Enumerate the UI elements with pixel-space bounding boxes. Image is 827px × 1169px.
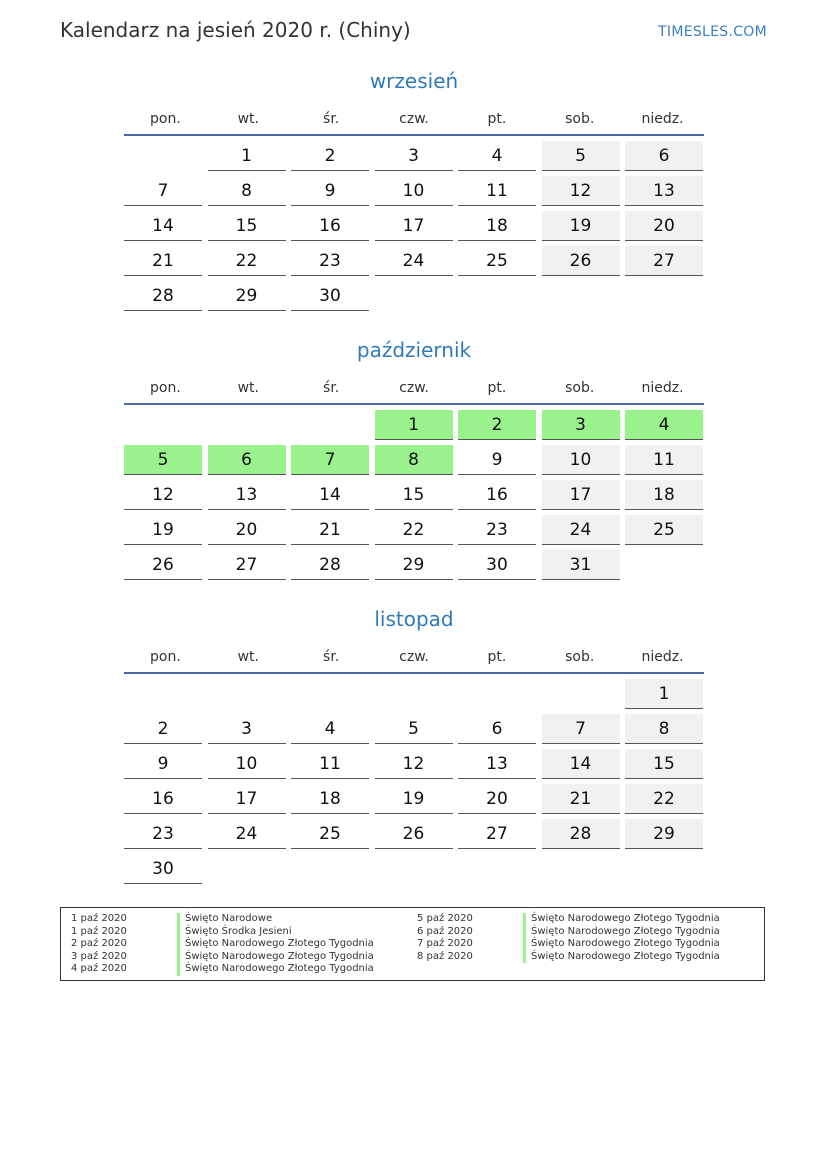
- day-cell[interactable]: 8: [208, 176, 286, 206]
- day-cell[interactable]: 30: [124, 854, 202, 884]
- legend-row: [71, 926, 374, 939]
- day-cell[interactable]: 2: [124, 714, 202, 744]
- day-cell[interactable]: 16: [291, 211, 369, 241]
- weekday-label: czw.: [399, 649, 429, 665]
- legend-row: [417, 913, 720, 926]
- legend-date: 5 paź 2020: [417, 913, 473, 924]
- day-cell[interactable]: 15: [375, 480, 453, 510]
- day-cell[interactable]: 5: [124, 445, 202, 475]
- day-cell[interactable]: 5: [542, 141, 620, 171]
- day-cell[interactable]: 17: [375, 211, 453, 241]
- legend-row: [71, 963, 374, 976]
- day-cell[interactable]: 22: [208, 246, 286, 276]
- legend-holiday-name: Święto Narodowe: [177, 913, 272, 926]
- day-cell[interactable]: 28: [291, 550, 369, 580]
- empty-day-cell: [208, 854, 286, 884]
- day-cell[interactable]: 14: [542, 749, 620, 779]
- day-cell[interactable]: 24: [208, 819, 286, 849]
- legend-date: 2 paź 2020: [71, 938, 127, 950]
- day-cell[interactable]: 10: [208, 749, 286, 779]
- day-cell[interactable]: 12: [375, 749, 453, 779]
- legend-date: 3 paź 2020: [71, 950, 127, 962]
- day-cell[interactable]: 27: [208, 550, 286, 580]
- day-cell[interactable]: 6: [458, 714, 536, 744]
- day-cell[interactable]: 19: [124, 515, 202, 545]
- day-cell[interactable]: 9: [124, 749, 202, 779]
- weekday-label: wt.: [237, 111, 259, 127]
- day-cell[interactable]: 14: [291, 480, 369, 510]
- empty-day-cell: [542, 679, 620, 709]
- day-cell[interactable]: 17: [208, 784, 286, 814]
- day-cell[interactable]: 30: [458, 550, 536, 580]
- day-cell[interactable]: 23: [124, 819, 202, 849]
- day-cell[interactable]: 17: [542, 480, 620, 510]
- day-cell[interactable]: 1: [625, 679, 703, 709]
- day-cell[interactable]: 16: [458, 480, 536, 510]
- day-cell[interactable]: 25: [458, 246, 536, 276]
- day-cell[interactable]: 14: [124, 211, 202, 241]
- empty-day-cell: [124, 141, 202, 171]
- month-september: [124, 70, 704, 311]
- empty-day-cell: [375, 854, 453, 884]
- day-cell[interactable]: 11: [625, 445, 703, 475]
- legend-holiday-name: Święto Narodowego Złotego Tygodnia: [523, 926, 720, 939]
- day-cell[interactable]: 7: [124, 176, 202, 206]
- empty-day-cell: [375, 281, 453, 311]
- legend-row: [417, 938, 720, 951]
- empty-day-cell: [542, 281, 620, 311]
- empty-day-cell: [291, 854, 369, 884]
- weekday-header: [124, 646, 704, 674]
- day-cell[interactable]: 28: [124, 281, 202, 311]
- legend-holiday-name: Święto Narodowego Złotego Tygodnia: [523, 938, 720, 951]
- legend-holiday-name: Święto Środka Jesieni: [177, 926, 292, 939]
- day-cell[interactable]: 28: [542, 819, 620, 849]
- day-cell[interactable]: 3: [208, 714, 286, 744]
- day-cell[interactable]: 9: [291, 176, 369, 206]
- weekday-label: sob.: [565, 649, 595, 665]
- empty-day-cell: [208, 410, 286, 440]
- day-cell[interactable]: 29: [625, 819, 703, 849]
- weekday-label: niedz.: [641, 380, 684, 396]
- day-cell[interactable]: 6: [625, 141, 703, 171]
- day-cell[interactable]: 13: [458, 749, 536, 779]
- weekday-label: sob.: [565, 111, 595, 127]
- day-cell[interactable]: 8: [625, 714, 703, 744]
- day-cell[interactable]: 18: [458, 211, 536, 241]
- empty-day-cell: [291, 410, 369, 440]
- day-cell[interactable]: 20: [458, 784, 536, 814]
- weekday-label: pt.: [487, 111, 507, 127]
- day-cell[interactable]: 24: [375, 246, 453, 276]
- month-title: wrzesień: [369, 69, 459, 93]
- day-cell[interactable]: 11: [291, 749, 369, 779]
- legend-holiday-name: Święto Narodowego Złotego Tygodnia: [177, 938, 374, 951]
- day-cell[interactable]: 4: [458, 141, 536, 171]
- day-cell[interactable]: 16: [124, 784, 202, 814]
- empty-day-cell: [458, 281, 536, 311]
- day-cell[interactable]: 29: [208, 281, 286, 311]
- day-cell[interactable]: 4: [625, 410, 703, 440]
- legend-holiday-name: Święto Narodowego Złotego Tygodnia: [177, 963, 374, 976]
- weekday-label: śr.: [323, 111, 340, 127]
- day-cell[interactable]: 13: [208, 480, 286, 510]
- day-cell[interactable]: 10: [375, 176, 453, 206]
- weekday-label: pon.: [150, 380, 181, 396]
- empty-day-cell: [625, 281, 703, 311]
- day-cell[interactable]: 1: [208, 141, 286, 171]
- month-title: listopad: [374, 607, 454, 631]
- month-october: [124, 339, 704, 580]
- legend-holiday-name: Święto Narodowego Złotego Tygodnia: [177, 951, 374, 964]
- legend-row: [71, 913, 374, 926]
- day-cell[interactable]: 7: [542, 714, 620, 744]
- day-cell[interactable]: 23: [458, 515, 536, 545]
- day-cell[interactable]: 7: [291, 445, 369, 475]
- legend-date: 6 paź 2020: [417, 925, 473, 937]
- weekday-label: pt.: [487, 380, 507, 396]
- day-cell[interactable]: 19: [375, 784, 453, 814]
- weekday-label: śr.: [323, 380, 340, 396]
- site-logo[interactable]: TIMESLES.COM: [658, 24, 767, 40]
- empty-day-cell: [375, 679, 453, 709]
- weekday-label: czw.: [399, 111, 429, 127]
- legend-column-left: [71, 913, 374, 976]
- day-grid: [124, 679, 704, 884]
- month-november: [124, 608, 704, 884]
- legend-date: 1 paź 2020: [71, 925, 127, 937]
- page-title: Kalendarz na jesień 2020 r. (Chiny): [60, 18, 411, 42]
- day-cell[interactable]: 5: [375, 714, 453, 744]
- weekday-label: pon.: [150, 649, 181, 665]
- weekday-label: sob.: [565, 380, 595, 396]
- day-cell[interactable]: 29: [375, 550, 453, 580]
- empty-day-cell: [124, 679, 202, 709]
- weekday-label: czw.: [399, 380, 429, 396]
- day-cell[interactable]: 21: [291, 515, 369, 545]
- day-cell[interactable]: 10: [542, 445, 620, 475]
- day-cell[interactable]: 26: [375, 819, 453, 849]
- weekday-label: wt.: [237, 380, 259, 396]
- legend-date: 4 paź 2020: [71, 963, 127, 975]
- day-cell[interactable]: 23: [291, 246, 369, 276]
- day-cell[interactable]: 13: [625, 176, 703, 206]
- empty-day-cell: [625, 550, 703, 580]
- day-cell[interactable]: 8: [375, 445, 453, 475]
- day-cell[interactable]: 30: [291, 281, 369, 311]
- day-cell[interactable]: 27: [458, 819, 536, 849]
- weekday-label: wt.: [237, 649, 259, 665]
- day-cell[interactable]: 19: [542, 211, 620, 241]
- day-cell[interactable]: 24: [542, 515, 620, 545]
- holiday-legend: [60, 907, 765, 981]
- legend-row: [417, 926, 720, 939]
- weekday-label: pt.: [487, 649, 507, 665]
- day-cell[interactable]: 3: [375, 141, 453, 171]
- month-title: październik: [356, 338, 472, 362]
- day-cell[interactable]: 25: [625, 515, 703, 545]
- legend-column-right: [417, 913, 720, 963]
- day-cell[interactable]: 12: [124, 480, 202, 510]
- legend-date: 8 paź 2020: [417, 950, 473, 962]
- legend-date: 7 paź 2020: [417, 938, 473, 950]
- weekday-header: [124, 377, 704, 405]
- empty-day-cell: [542, 854, 620, 884]
- day-cell[interactable]: 2: [458, 410, 536, 440]
- day-cell[interactable]: 3: [542, 410, 620, 440]
- empty-day-cell: [291, 679, 369, 709]
- day-cell[interactable]: 12: [542, 176, 620, 206]
- day-cell[interactable]: 21: [542, 784, 620, 814]
- legend-holiday-name: Święto Narodowego Złotego Tygodnia: [523, 951, 720, 964]
- empty-day-cell: [208, 679, 286, 709]
- day-grid: [124, 141, 704, 311]
- day-cell[interactable]: 18: [625, 480, 703, 510]
- day-cell[interactable]: 15: [208, 211, 286, 241]
- legend-row: [71, 951, 374, 964]
- day-cell[interactable]: 11: [458, 176, 536, 206]
- day-cell[interactable]: 6: [208, 445, 286, 475]
- weekday-label: pon.: [150, 111, 181, 127]
- legend-holiday-name: Święto Narodowego Złotego Tygodnia: [523, 913, 720, 926]
- day-cell[interactable]: 15: [625, 749, 703, 779]
- day-cell[interactable]: 31: [542, 550, 620, 580]
- weekday-label: śr.: [323, 649, 340, 665]
- legend-date: 1 paź 2020: [71, 913, 127, 924]
- day-cell[interactable]: 20: [625, 211, 703, 241]
- legend-row: [417, 951, 720, 964]
- day-cell[interactable]: 20: [208, 515, 286, 545]
- legend-row: [71, 938, 374, 951]
- day-cell[interactable]: 22: [625, 784, 703, 814]
- day-grid: [124, 410, 704, 580]
- empty-day-cell: [458, 854, 536, 884]
- day-cell[interactable]: 2: [291, 141, 369, 171]
- day-cell[interactable]: 22: [375, 515, 453, 545]
- day-cell[interactable]: 1: [375, 410, 453, 440]
- day-cell[interactable]: 26: [124, 550, 202, 580]
- weekday-label: niedz.: [641, 649, 684, 665]
- weekday-header: [124, 108, 704, 136]
- day-cell[interactable]: 25: [291, 819, 369, 849]
- empty-day-cell: [458, 679, 536, 709]
- day-cell[interactable]: 18: [291, 784, 369, 814]
- day-cell[interactable]: 4: [291, 714, 369, 744]
- day-cell[interactable]: 27: [625, 246, 703, 276]
- empty-day-cell: [124, 410, 202, 440]
- day-cell[interactable]: 21: [124, 246, 202, 276]
- empty-day-cell: [625, 854, 703, 884]
- day-cell[interactable]: 9: [458, 445, 536, 475]
- day-cell[interactable]: 26: [542, 246, 620, 276]
- weekday-label: niedz.: [641, 111, 684, 127]
